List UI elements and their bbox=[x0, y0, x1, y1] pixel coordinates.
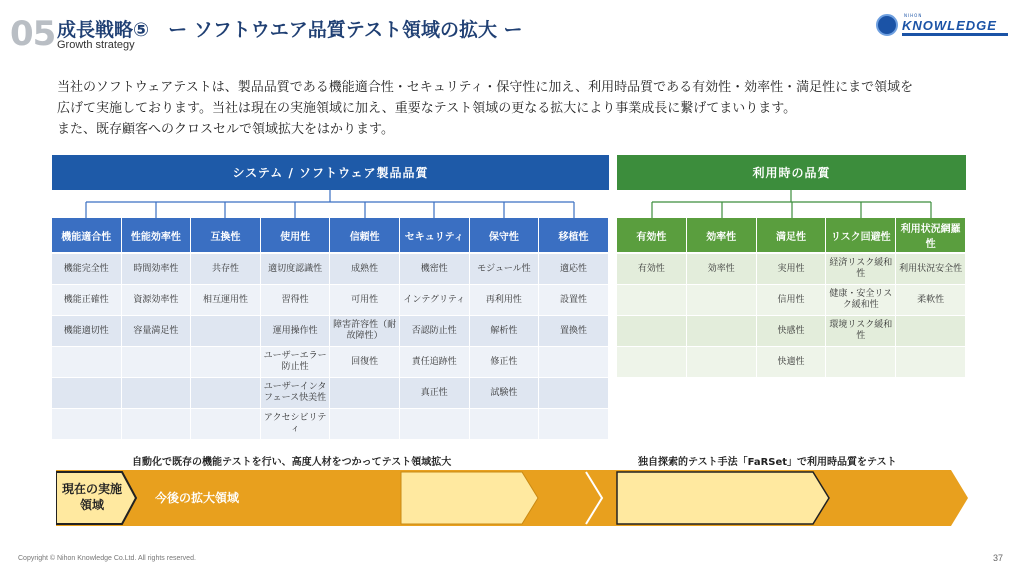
quality-in-use-cell: 快感性 bbox=[757, 316, 826, 346]
quality-in-use-cell: 効率性 bbox=[687, 254, 756, 284]
product-quality-cell: 否認防止性 bbox=[400, 316, 469, 346]
product-quality-cell: 真正性 bbox=[400, 378, 469, 408]
product-quality-cell: 機密性 bbox=[400, 254, 469, 284]
product-quality-cell: 再利用性 bbox=[470, 285, 539, 315]
quality-in-use-cell: 快適性 bbox=[757, 347, 826, 377]
product-quality-cell: 資源効率性 bbox=[122, 285, 191, 315]
hierarchy-connectors bbox=[0, 190, 1024, 218]
page-subtitle: Growth strategy bbox=[57, 39, 135, 51]
intro-line-2: 広げて実施しております。当社は現在の実施領域に加え、重要なテスト領域の更なる拡大により事業成長に繋げてまいります。 bbox=[57, 101, 797, 116]
quality-in-use-cell bbox=[687, 285, 756, 315]
quality-in-use-cell: 健康・安全リスク緩和性 bbox=[826, 285, 895, 315]
use-category: 満足性 bbox=[757, 218, 826, 252]
product-quality-cell: 適切度認識性 bbox=[261, 254, 330, 284]
product-category: 機能適合性 bbox=[52, 218, 121, 252]
product-quality-cell: 運用操作性 bbox=[261, 316, 330, 346]
quality-in-use-cell bbox=[896, 347, 965, 377]
product-quality-header: システム / ソフトウェア製品品質 bbox=[52, 155, 609, 190]
product-quality-cell bbox=[122, 378, 191, 408]
quality-in-use-cell bbox=[826, 347, 895, 377]
product-quality-cell: 相互運用性 bbox=[191, 285, 260, 315]
quality-in-use-cell bbox=[687, 347, 756, 377]
page-title: 成長戦略⑤ ー ソフトウエア品質テスト領域の拡大 ー bbox=[57, 19, 523, 41]
product-quality-cell: 適応性 bbox=[539, 254, 608, 284]
slide-number: 05 bbox=[10, 14, 56, 54]
future-area-label: 今後の拡大領域 bbox=[155, 491, 240, 505]
product-quality-cell bbox=[52, 378, 121, 408]
current-area-label: 現在の実施領域 bbox=[61, 482, 122, 512]
product-quality-cell bbox=[191, 347, 260, 377]
product-quality-cell bbox=[539, 409, 608, 439]
product-quality-cell: 共存性 bbox=[191, 254, 260, 284]
copyright: Copyright © Nihon Knowledge Co.Ltd. All rights reserved. bbox=[18, 555, 196, 562]
product-quality-cell: 機能適切性 bbox=[52, 316, 121, 346]
product-quality-cell: 設置性 bbox=[539, 285, 608, 315]
quality-in-use-cell: 利用状況安全性 bbox=[896, 254, 965, 284]
use-category: 利用状況網羅性 bbox=[896, 218, 965, 252]
logo-underline bbox=[902, 33, 1008, 36]
product-quality-cell: インテグリティ bbox=[400, 285, 469, 315]
product-quality-cell bbox=[122, 409, 191, 439]
product-quality-cell bbox=[470, 409, 539, 439]
product-quality-cell bbox=[52, 409, 121, 439]
logo-text: KNOWLEDGE bbox=[902, 18, 997, 33]
quality-in-use-cell: 柔軟性 bbox=[896, 285, 965, 315]
company-logo bbox=[876, 14, 1010, 38]
product-quality-cell: 試験性 bbox=[470, 378, 539, 408]
page-number: 37 bbox=[993, 553, 1004, 563]
product-quality-cell bbox=[122, 347, 191, 377]
use-expansion-box bbox=[617, 472, 829, 524]
product-quality-cell: 機能正確性 bbox=[52, 285, 121, 315]
product-category: 信頼性 bbox=[330, 218, 399, 252]
quality-in-use-cell: 経済リスク緩和性 bbox=[826, 254, 895, 284]
product-quality-cell: 時間効率性 bbox=[122, 254, 191, 284]
use-category: 有効性 bbox=[617, 218, 686, 252]
use-category: 効率性 bbox=[687, 218, 756, 252]
product-quality-cell bbox=[52, 347, 121, 377]
product-quality-cell: モジュール性 bbox=[470, 254, 539, 284]
quality-in-use-cell: 環境リスク緩和性 bbox=[826, 316, 895, 346]
product-quality-cell bbox=[330, 409, 399, 439]
product-quality-cell: 責任追跡性 bbox=[400, 347, 469, 377]
product-quality-cell: 習得性 bbox=[261, 285, 330, 315]
product-category: 性能効率性 bbox=[122, 218, 191, 252]
product-category: 互換性 bbox=[191, 218, 260, 252]
farset-label: 独自探索的テスト手法「FaRSet」で利用時品質をテスト bbox=[638, 457, 897, 468]
intro-line-1: 当社のソフトウェアテストは、製品品質である機能適合性・セキュリティ・保守性に加え、利用時品質である有効性・効率性・満足性にまで領域を bbox=[57, 80, 914, 95]
intro-text bbox=[57, 77, 977, 140]
product-expansion-box bbox=[401, 472, 538, 524]
product-quality-cell bbox=[191, 316, 260, 346]
product-quality-cell bbox=[400, 409, 469, 439]
product-category: セキュリティ bbox=[400, 218, 469, 252]
product-quality-cell: 可用性 bbox=[330, 285, 399, 315]
product-quality-cell: ユーザーインタフェース快美性 bbox=[261, 378, 330, 408]
product-quality-cell: 置換性 bbox=[539, 316, 608, 346]
product-quality-cell: 回復性 bbox=[330, 347, 399, 377]
quality-in-use-cell: 信用性 bbox=[757, 285, 826, 315]
quality-in-use-cell bbox=[896, 316, 965, 346]
product-quality-cell bbox=[191, 378, 260, 408]
product-quality-cell: 成熟性 bbox=[330, 254, 399, 284]
product-quality-cell bbox=[330, 378, 399, 408]
product-quality-cell bbox=[539, 378, 608, 408]
quality-in-use-cell: 有効性 bbox=[617, 254, 686, 284]
product-quality-cell: 解析性 bbox=[470, 316, 539, 346]
product-category: 保守性 bbox=[470, 218, 539, 252]
quality-in-use-cell bbox=[617, 285, 686, 315]
automation-label: 自動化で既存の機能テストを行い、高度人材をつかってテスト領域拡大 bbox=[132, 457, 452, 468]
product-quality-cell: ユーザーエラー防止性 bbox=[261, 347, 330, 377]
logo-globe-icon bbox=[876, 14, 898, 36]
product-category: 使用性 bbox=[261, 218, 330, 252]
intro-line-3: また、既存顧客へのクロスセルで領域拡大をはかります。 bbox=[57, 122, 394, 137]
quality-in-use-cell bbox=[687, 316, 756, 346]
logo-text-top: NIHON bbox=[904, 13, 923, 18]
product-category: 移植性 bbox=[539, 218, 608, 252]
product-quality-cell: 容量満足性 bbox=[122, 316, 191, 346]
product-quality-cell bbox=[191, 409, 260, 439]
quality-in-use-cell bbox=[617, 347, 686, 377]
quality-in-use-cell bbox=[617, 316, 686, 346]
product-quality-cell: 障害許容性（耐故障性） bbox=[330, 316, 399, 346]
product-quality-cell: 修正性 bbox=[470, 347, 539, 377]
product-quality-cell: 機能完全性 bbox=[52, 254, 121, 284]
product-quality-cell bbox=[539, 347, 608, 377]
use-category: リスク回避性 bbox=[826, 218, 895, 252]
quality-in-use-cell: 実用性 bbox=[757, 254, 826, 284]
quality-in-use-header: 利用時の品質 bbox=[617, 155, 966, 190]
product-quality-cell: アクセシビリティ bbox=[261, 409, 330, 439]
